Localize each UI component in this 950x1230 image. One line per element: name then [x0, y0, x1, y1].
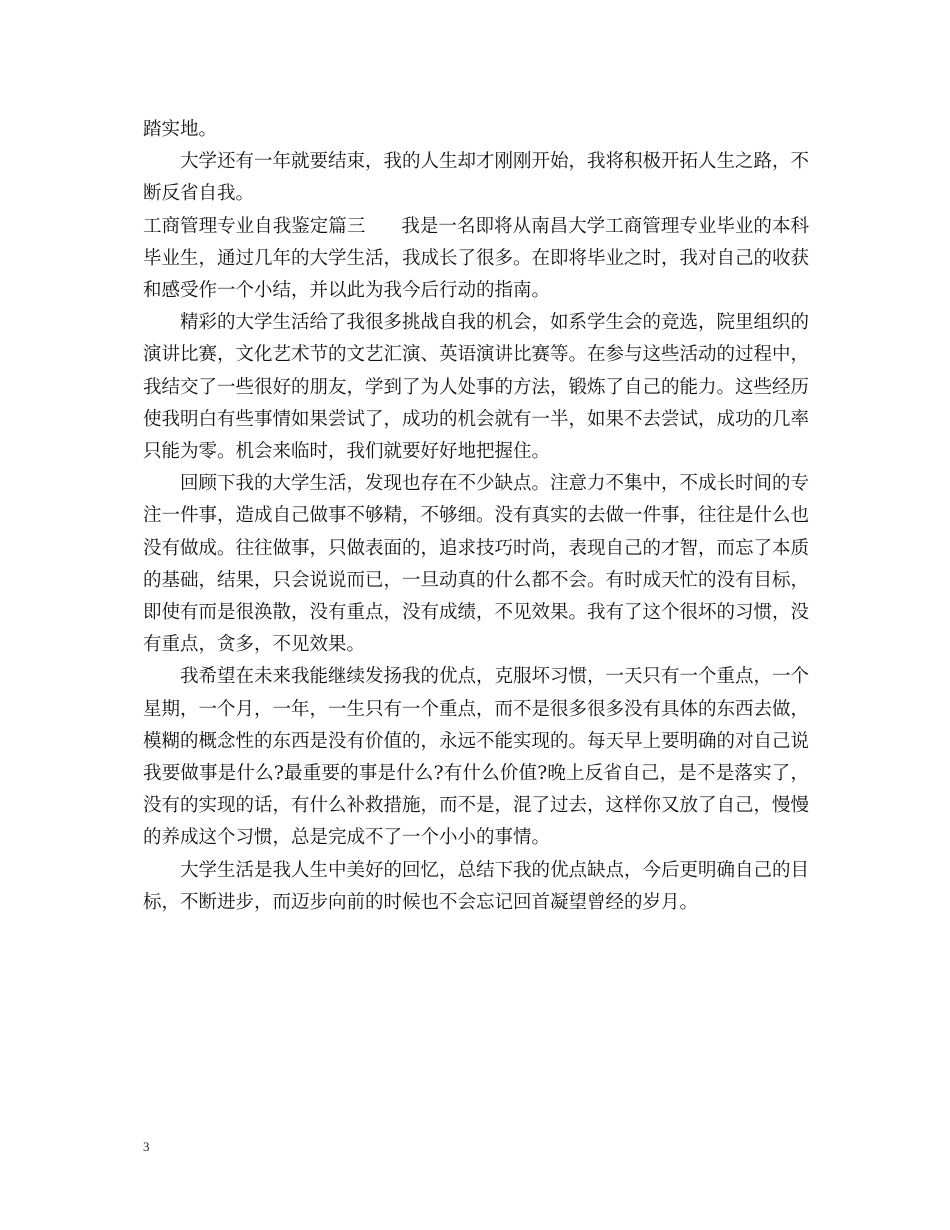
section-intro-text: 我是一名即将从南昌大学工商管理专业毕业的本科毕业生，通过几年的大学生活，我成长了很多。在即将毕业之时，我对自己的收获和感受作一个小结，并以此为我今后行动的指南。	[143, 215, 810, 302]
paragraph-activities: 精彩的大学生活给了我很多挑战自我的机会，如系学生会的竞选，院里组织的演讲比赛，文化艺术节的文艺汇演、英语演讲比赛等。在参与这些活动的过程中，我结交了一些很好的朋友，学到了为人处事的方法，锻炼了自己的能力。这些经历使我明白有些事情如果尝试了，成功的机会就有一半，如果不去尝试，成功的几率只能为零。机会来临时，我们就要好好地把握住。	[143, 312, 810, 463]
section-intro-paragraph	[143, 211, 809, 308]
paragraph-shortcomings: 回顾下我的大学生活，发现也存在不少缺点。注意力不集中，不成长时间的专注一件事，造成自己做事不够精，不够细。没有真实的去做一件事，往往是什么也没有做成。往往做事，只做表面的，追求技巧时尚，表现自己的才智，而忘了本质的基础，结果，只会说说而已，一旦动真的什么都不会。有时成天忙的没有目标，即使有而是很涣散，没有重点，没有成绩，不见效果。我有了这个很坏的习惯，没有重点，贪多，不见效果。	[143, 473, 810, 656]
page-number: 3	[143, 1139, 150, 1154]
paragraph-continuation: 踏实地。	[143, 119, 218, 140]
paragraph-conclusion: 大学生活是我人生中美好的回忆，总结下我的优点缺点，今后更明确自己的目标，不断进步，而迈步向前的时候也不会忘记回首凝望曾经的岁月。	[143, 859, 810, 913]
section-title: 工商管理专业自我鉴定篇三	[143, 215, 366, 237]
paragraph-future-hopes: 我希望在未来我能继续发扬我的优点，克服坏习惯，一天只有一个重点，一个星期，一个月，一年，一生只有一个重点，而不是很多很多没有具体的东西去做，模糊的概念性的东西是没有价值的，永远不能实现的。每天早上要明确的对自己说我要做事是什么?最重要的事是什么?有什么价值?晚上反省自己，是不是落实了，没有的实现的话，有什么补救措施，而不是，混了过去，这样你又放了自己，慢慢的养成这个习惯，总是完成不了一个小小的事情。	[143, 666, 810, 849]
paragraph-closing-remark: 大学还有一年就要结束，我的人生却才刚刚开始，我将积极开拓人生之路，不断反省自我。	[143, 151, 810, 205]
document-body	[143, 114, 809, 919]
